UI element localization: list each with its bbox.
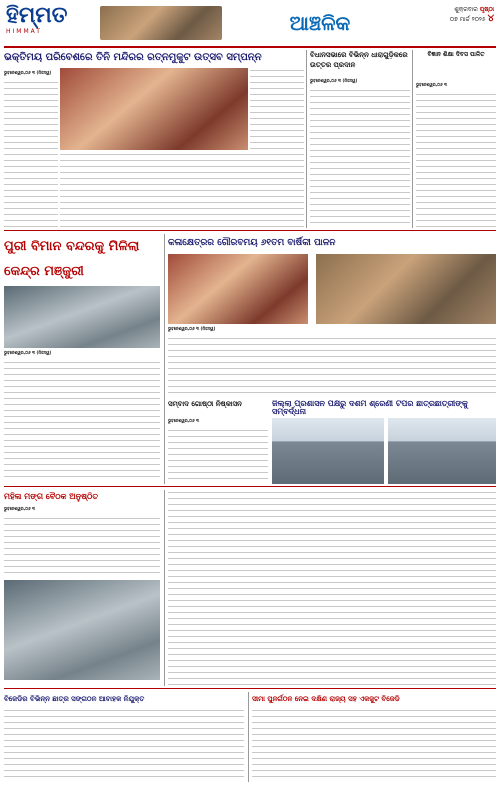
- anniversary-body: [168, 336, 496, 396]
- women-dateline: ଭୁବନେଶ୍ୱର,୦୬ ୩: [4, 506, 36, 511]
- footer-left-headline: ବିଜେଡିର ବିଭିନ୍ନ ଛାତ୍ର ସଙ୍ଗଠନ ଆବାହକ ନିଯୁକ୍ତ: [4, 695, 145, 703]
- airport-dateline: ଭୁବନେଶ୍ୱର,୦୬ ୩ (ନିଜସ୍ୱ): [4, 350, 52, 355]
- assembly-body: [310, 88, 410, 228]
- anniversary-headline: କଳାକ୍ଷେତ୍ରର ଗୌରବମୟ ୬୧ତମ ବାର୍ଷିକୀ ପାଳନ: [168, 238, 336, 248]
- women-headline: ମହିଳା ମଙ୍ଗ ବୈଠକ ଅନୁଷ୍ଠିତ: [4, 492, 99, 501]
- side-dateline: ଭୁବନେଶ୍ୱର,୦୬ ୩: [416, 82, 448, 87]
- rule-1: [4, 230, 496, 231]
- column-divider-5: [248, 692, 249, 782]
- assembly-headline: ବିଧାନସଭାରେ ବିଭିନ୍ନ ଧାରାଗୁଡ଼ିକରେ ଉତ୍ତର ପ୍ରଦାନ: [310, 51, 408, 69]
- masthead-image: [100, 6, 222, 40]
- anniversary-photo: [168, 254, 308, 324]
- footer-left-body: [4, 708, 244, 782]
- page-label: ପୃଷ୍ଠା: [479, 6, 494, 13]
- masthead: [0, 0, 500, 46]
- anniversary-photo-2: [316, 254, 496, 324]
- women-body: [4, 516, 160, 576]
- gurudev-body: [168, 428, 268, 484]
- airport-body: [4, 360, 160, 480]
- logo: [6, 4, 96, 42]
- rule-2: [4, 486, 496, 487]
- column-divider-3: [164, 234, 165, 484]
- temple-body-bottom: [60, 152, 304, 228]
- footer-right-body: [252, 708, 496, 782]
- masthead-rule: [4, 46, 496, 48]
- side-headline: ବିଜ୍ଞାନ ଶିକ୍ଷା ଦିବସ ପାଳିତ: [427, 51, 485, 58]
- page-number: ୪: [487, 13, 494, 24]
- rule-3: [4, 688, 496, 689]
- footer-right-headline: ସୀମା ପୁନର୍ଗଠନ ନେଇ ଦକ୍ଷିଣ ରାଜ୍ୟ ସହ ଏକଜୁଟ ବିଜେଡି: [252, 695, 400, 703]
- airport-headline: ପୁରୀ ବିମାନ ବନ୍ଦରକୁ ମିଳିଲା କେନ୍ଦ୍ର ମଞ୍ଜୁରୀ: [4, 239, 140, 279]
- column-divider-2: [412, 50, 413, 228]
- temple-dateline: ଭୁବନେଶ୍ୱର,୦୬ ୩ (ନିଜସ୍ୱ): [4, 70, 52, 75]
- temple-headline: ଭକ୍ତିମୟ ପରିବେଶରେ ତିନି ମନ୍ଦିରର ରତ୍ନମୁକୁଟ ଉତ୍ସବ ସମ୍ପନ୍ନ: [4, 52, 262, 63]
- temple-body-left: [4, 80, 58, 228]
- airport-photo: [4, 286, 160, 348]
- logo-tagline: HIMMAT: [6, 28, 42, 35]
- district-body: [168, 490, 496, 686]
- assembly-dateline: ଭୁବନେଶ୍ୱର,୦୬ ୩ (ନିଜସ୍ୱ): [310, 78, 358, 83]
- gurudev-headline: ସମ୍ବାଦ ଗୋଷ୍ଠୀ ନିଷ୍କାସନ: [168, 400, 242, 408]
- issue-date: ୦୭ ମାର୍ଚ୍ଚ ୨୦୨୫: [449, 16, 486, 23]
- column-divider: [306, 50, 307, 228]
- anniversary-dateline: ଭୁବନେଶ୍ୱର,୦୬ ୩ (ନିଜସ୍ୱ): [168, 326, 216, 331]
- issue-info: [410, 6, 494, 40]
- women-photo: [4, 580, 160, 680]
- side-body: [416, 92, 496, 228]
- district-headline: ଜିଲ୍ଲା ପ୍ରଶାସନ ପକ୍ଷରୁ ଦଶମ ଶ୍ରେଣୀ ଟପର ଛାତ୍ରଛାତ୍ରୀଙ୍କୁ ସମ୍ବର୍ଦ୍ଧନା: [272, 400, 468, 416]
- temple-photo: [60, 68, 248, 150]
- column-divider-4: [164, 490, 165, 686]
- section-title: ଆଞ୍ଚଳିକ: [289, 11, 351, 35]
- district-photo-2: [388, 418, 496, 484]
- logo-text: ହିମ୍ମତ: [6, 4, 68, 28]
- weekday: ଶୁକ୍ରବାର: [454, 6, 478, 13]
- district-photo: [272, 418, 384, 484]
- temple-body-right: [250, 68, 304, 150]
- gurudev-dateline: ଭୁବନେଶ୍ୱର,୦୬ ୩: [168, 418, 200, 423]
